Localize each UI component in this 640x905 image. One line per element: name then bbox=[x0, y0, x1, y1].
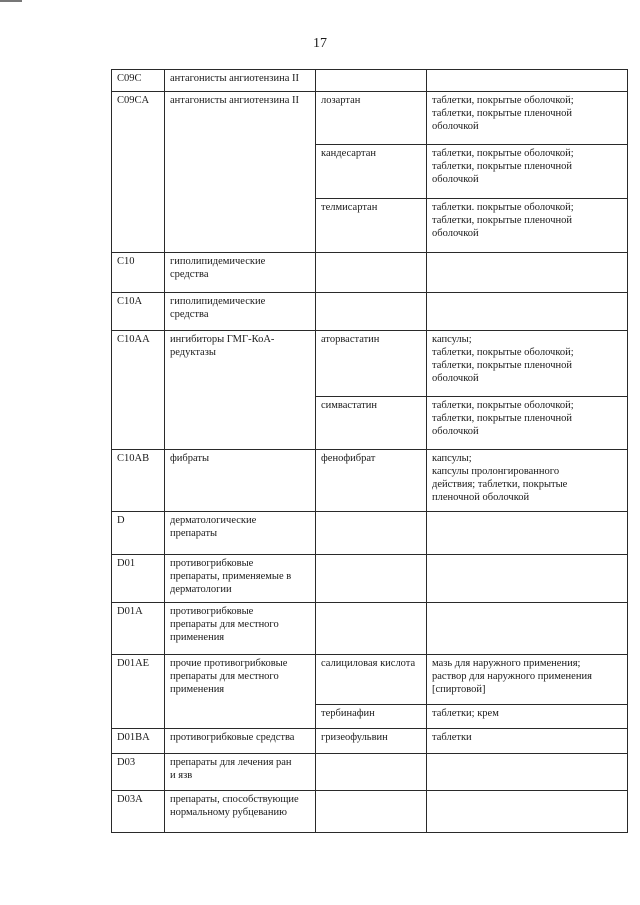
page-number: 17 bbox=[313, 36, 327, 51]
atc-code-cell: D01A bbox=[112, 603, 165, 655]
group-name-cell: гиполипидемические средства bbox=[165, 253, 316, 293]
dosage-form-cell: таблетки; крем bbox=[427, 705, 628, 729]
dosage-form-cell: таблетки bbox=[427, 729, 628, 754]
dosage-form-cell bbox=[427, 253, 628, 293]
atc-code-cell: C09CA bbox=[112, 92, 165, 253]
atc-code-cell: D01BA bbox=[112, 729, 165, 754]
atc-code-cell: C10AB bbox=[112, 450, 165, 512]
table-row bbox=[112, 450, 628, 512]
dosage-form-cell bbox=[427, 70, 628, 92]
table-row bbox=[112, 512, 628, 555]
atc-code-cell: C10AA bbox=[112, 331, 165, 450]
drug-name-cell bbox=[316, 603, 427, 655]
drug-name-cell bbox=[316, 253, 427, 293]
drug-table bbox=[111, 69, 628, 833]
drug-name-cell: телмисартан bbox=[316, 199, 427, 253]
table-row bbox=[112, 791, 628, 833]
drug-name-cell: лозартан bbox=[316, 92, 427, 145]
group-name-cell: препараты, способствующие нормальному рубцеванию bbox=[165, 791, 316, 833]
dosage-form-cell: мазь для наружного применения; раствор для наружного применения [спиртовой] bbox=[427, 655, 628, 705]
dosage-form-cell: таблетки, покрытые оболочкой; таблетки, покрытые пленочной оболочкой bbox=[427, 397, 628, 450]
atc-code-cell: D01 bbox=[112, 555, 165, 603]
drug-name-cell bbox=[316, 70, 427, 92]
atc-code-cell: C09C bbox=[112, 70, 165, 92]
dosage-form-cell: капсулы; капсулы пролонгированного действия; таблетки, покрытые пленочной оболочкой bbox=[427, 450, 628, 512]
table-row bbox=[112, 331, 628, 397]
dosage-form-cell bbox=[427, 512, 628, 555]
dosage-form-cell: таблетки, покрытые оболочкой; таблетки, покрытые пленочной оболочкой bbox=[427, 92, 628, 145]
group-name-cell: антагонисты ангиотензина II bbox=[165, 70, 316, 92]
atc-code-cell: C10A bbox=[112, 293, 165, 331]
dosage-form-cell bbox=[427, 603, 628, 655]
drug-name-cell: симвастатин bbox=[316, 397, 427, 450]
dosage-form-cell bbox=[427, 293, 628, 331]
dosage-form-cell bbox=[427, 791, 628, 833]
table-row bbox=[112, 293, 628, 331]
dosage-form-cell: таблетки. покрытые оболочкой; таблетки, покрытые пленочной оболочкой bbox=[427, 199, 628, 253]
dosage-form-cell: таблетки, покрытые оболочкой; таблетки, покрытые пленочной оболочкой bbox=[427, 145, 628, 199]
atc-code-cell: D03 bbox=[112, 754, 165, 791]
group-name-cell: противогрибковые препараты, применяемые в дерматологии bbox=[165, 555, 316, 603]
atc-code-cell: C10 bbox=[112, 253, 165, 293]
table-row bbox=[112, 555, 628, 603]
drug-name-cell: тербинафин bbox=[316, 705, 427, 729]
drug-name-cell bbox=[316, 293, 427, 331]
table-row bbox=[112, 70, 628, 92]
table-row bbox=[112, 253, 628, 293]
group-name-cell: прочие противогрибковые препараты для местного применения bbox=[165, 655, 316, 729]
group-name-cell: дерматологические препараты bbox=[165, 512, 316, 555]
table-row bbox=[112, 92, 628, 145]
group-name-cell: фибраты bbox=[165, 450, 316, 512]
dosage-form-cell bbox=[427, 555, 628, 603]
drug-name-cell: гризеофульвин bbox=[316, 729, 427, 754]
table-row bbox=[112, 729, 628, 754]
table-row bbox=[112, 655, 628, 705]
group-name-cell: препараты для лечения ран и язв bbox=[165, 754, 316, 791]
group-name-cell: противогрибковые средства bbox=[165, 729, 316, 754]
drug-name-cell: кандесартан bbox=[316, 145, 427, 199]
drug-name-cell: аторвастатин bbox=[316, 331, 427, 397]
drug-name-cell bbox=[316, 512, 427, 555]
atc-code-cell: D bbox=[112, 512, 165, 555]
group-name-cell: противогрибковые препараты для местного применения bbox=[165, 603, 316, 655]
group-name-cell: антагонисты ангиотензина II bbox=[165, 92, 316, 253]
atc-code-cell: D03A bbox=[112, 791, 165, 833]
group-name-cell: гиполипидемические средства bbox=[165, 293, 316, 331]
group-name-cell: ингибиторы ГМГ-КоА- редуктазы bbox=[165, 331, 316, 450]
table-row bbox=[112, 603, 628, 655]
dosage-form-cell: капсулы; таблетки, покрытые оболочкой; таблетки, покрытые пленочной оболочкой bbox=[427, 331, 628, 397]
scan-mark bbox=[0, 0, 22, 2]
drug-name-cell: салициловая кислота bbox=[316, 655, 427, 705]
atc-code-cell: D01AE bbox=[112, 655, 165, 729]
drug-name-cell bbox=[316, 754, 427, 791]
drug-name-cell bbox=[316, 791, 427, 833]
drug-name-cell bbox=[316, 555, 427, 603]
drug-name-cell: фенофибрат bbox=[316, 450, 427, 512]
table-row bbox=[112, 754, 628, 791]
dosage-form-cell bbox=[427, 754, 628, 791]
